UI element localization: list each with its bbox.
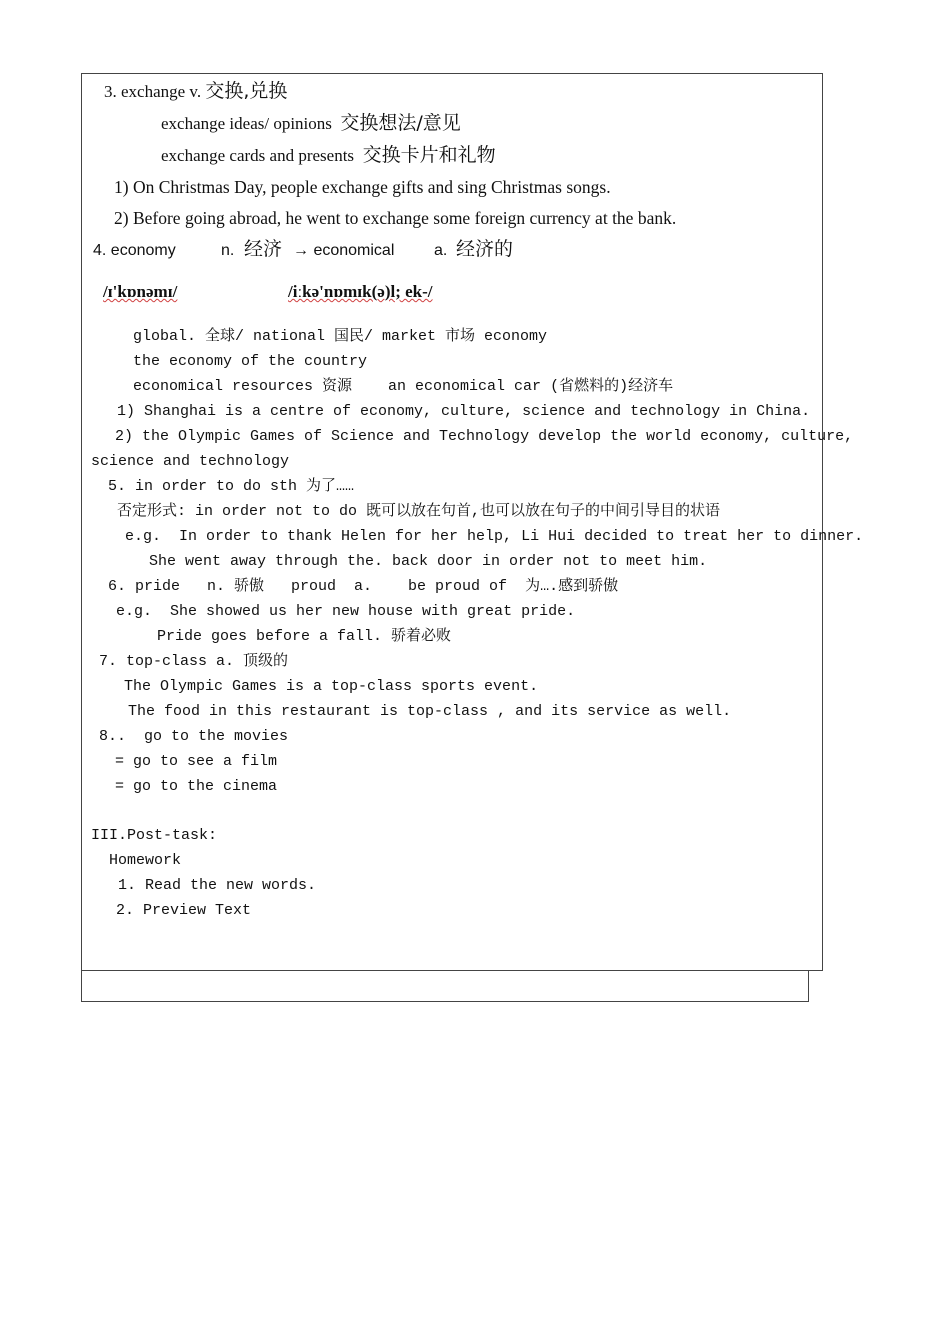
- item4-line-3: economical resources 资源 an economical car (省燃料的)经济车: [133, 378, 674, 395]
- homework-label: Homework: [109, 852, 182, 869]
- item4-pos2: a.: [434, 242, 448, 259]
- item6-heading: 6. pride n. 骄傲 proud a. be proud of 为….感到骄傲: [108, 578, 619, 595]
- item4-line-2: the economy of the country: [133, 353, 368, 370]
- item3-phrase1: exchange ideas/ opinions 交换想法/意见: [161, 112, 461, 134]
- item4-phonetic-1: /ɪ'kɒnəmɪ/: [103, 282, 178, 301]
- item8-heading: 8.. go to the movies: [99, 728, 289, 745]
- empty-table-row: [81, 971, 809, 1002]
- item4-example-2b: science and technology: [91, 453, 290, 470]
- item4-phonetic-2: /iːkə'nɒmɪk(ə)l; ek-/: [288, 282, 433, 301]
- item4-arrow-word: → economical: [293, 242, 395, 259]
- item5-negative-form: 否定形式: in order not to do 既可以放在句首,也可以放在句子的中间引导目的状语: [117, 503, 721, 520]
- item6-example-1: e.g. She showed us her new house with great pride.: [116, 603, 576, 620]
- table-border-top-segment: [774, 73, 823, 74]
- item8-alternative-1: = go to see a film: [115, 753, 278, 770]
- item3-example-2: 2) Before going abroad, he went to exchange some foreign currency at the bank.: [114, 208, 677, 228]
- item5-example-1: e.g. In order to thank Helen for her help, Li Hui decided to treat her to dinner.: [125, 528, 864, 545]
- item4-pos1: n.: [221, 242, 235, 259]
- item5-heading: 5. in order to do sth 为了……: [108, 478, 355, 495]
- item6-example-2: Pride goes before a fall. 骄着必败: [157, 628, 452, 645]
- item3-heading-cn: 交换,兑换: [205, 80, 288, 102]
- item7-heading: 7. top-class a. 顶级的: [99, 653, 289, 670]
- item5-example-2: She went away through the. back door in order not to meet him.: [149, 553, 708, 570]
- item3-heading: 3. exchange v. 交换,兑换: [104, 80, 288, 102]
- item3-phrase2: exchange cards and presents 交换卡片和礼物: [161, 144, 496, 166]
- item4-cn1: 经济: [244, 238, 283, 260]
- item4-word: 4. economy: [93, 242, 176, 259]
- item3-example-1: 1) On Christmas Day, people exchange gifts and sing Christmas songs.: [114, 177, 611, 197]
- item4-example-1: 1) Shanghai is a centre of economy, culture, science and technology in China.: [117, 403, 811, 420]
- item3-phrase1-cn: 交换想法/意见: [340, 112, 461, 134]
- item7-example-2: The food in this restaurant is top-class , and its service as well.: [128, 703, 732, 720]
- item4-line-1: global. 全球/ national 国民/ market 市场 economy: [133, 328, 548, 345]
- homework-task-2: 2. Preview Text: [116, 902, 252, 919]
- item4-example-2a: 2) the Olympic Games of Science and Technology develop the world economy, culture,: [115, 428, 854, 445]
- item7-example-1: The Olympic Games is a top-class sports event.: [124, 678, 539, 695]
- homework-task-1: 1. Read the new words.: [118, 877, 317, 894]
- item8-alternative-2: = go to the cinema: [115, 778, 278, 795]
- post-task-heading: III.Post-task:: [91, 827, 218, 844]
- item3-phrase2-cn: 交换卡片和礼物: [362, 144, 496, 166]
- item4-cn2: 经济的: [456, 238, 514, 260]
